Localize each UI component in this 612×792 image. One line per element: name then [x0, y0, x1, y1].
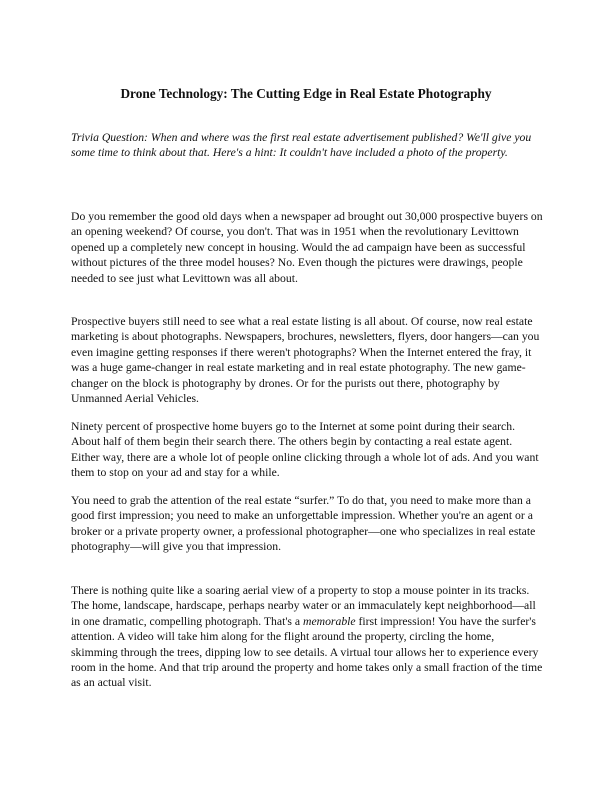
- paragraph-aerial-view-part1: There is nothing quite like a soaring aerial view of a property to stop a mouse pointer in its tracks. The home, landscape, hardscape, perhaps nearby water or an immaculately kept neighborhood—all in one dramatic, compelling photograph. That's a: [71, 584, 536, 628]
- paragraph-aerial-view: [71, 583, 543, 691]
- paragraph-first-impression: You need to grab the attention of the real estate “surfer.” To do that, you need to make more than a good first impression; you need to make an unforgettable impression. Whether you're an agent or a broker or a private property owner, a professional photographer—one who specializes in real estate photography—will give you that impression.: [71, 494, 536, 554]
- paragraph-internet-search: Ninety percent of prospective home buyers go to the Internet at some point during their search. About half of them begin their search there. The others begin by contacting a real estate agent. Either way, there are a whole lot of people online clicking through a whole lot of ads. And you want them to stop on your ad and stay for a while.: [71, 420, 539, 480]
- trivia-question: Trivia Question: When and where was the first real estate advertisement published? We'll give you some time to think about that. Here's a hint: It couldn't have included a photo of the property.: [71, 131, 532, 160]
- paragraph-photographs: Prospective buyers still need to see what a real estate listing is all about. Of course, now real estate marketing is about photographs. Newspapers, brochures, newsletters, flyers, door hangers—can you even imagine getting responses if there weren't photographs? When the Internet entered the fray, it was a huge game-changer in real estate marketing and in real estate photography. The new game-changer on the block is photography by drones. Or for the purists out there, photography by Unmanned Aerial Vehicles.: [71, 315, 540, 406]
- document-title: Drone Technology: The Cutting Edge in Real Estate Photography: [120, 86, 492, 101]
- paragraph-levittown: Do you remember the good old days when a newspaper ad brought out 30,000 prospective buyers on an opening weekend? Of course, you don't. That was in 1951 when the revolutionary Levittown opened up a completely new concept in housing. Would the ad campaign have been as successful without pictures of the three model houses? No. Even though the pictures were drawings, people needed to see just what Levittown was all about.: [71, 210, 543, 285]
- paragraph-aerial-view-part2: first impression! You have the surfer's attention. A video will take him along for the flight around the property, circling the home, skimming through the trees, dipping low to see details. A virtual tour allows her to experience every room in the home. And that trip around the property and home takes only a small fraction of the time as an actual visit.: [71, 614, 543, 690]
- emphasis-memorable: memorable: [303, 614, 356, 628]
